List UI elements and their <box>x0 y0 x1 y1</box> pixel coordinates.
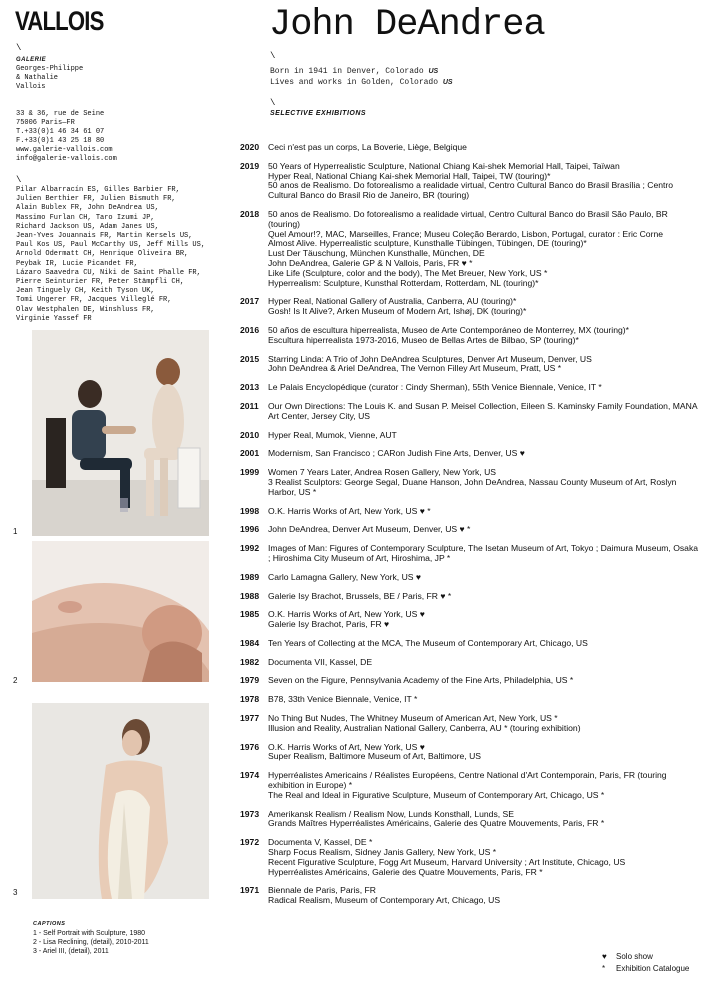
exhibition-entry: John DeAndrea, Galerie GP & N Vallois, Paris, FR ♥ * <box>268 257 473 268</box>
artist-list-line: Tomi Ungerer FR, Jacques Villeglé FR, <box>16 296 172 305</box>
exhibition-year: 2016 <box>240 324 260 335</box>
exhibition-year: 1998 <box>240 505 260 516</box>
gallery-info <box>16 56 216 164</box>
exhibition-entry: O.K. Harris Works of Art, New York, US ♥ <box>268 741 425 752</box>
exhibition-year: 1996 <box>240 524 260 535</box>
lives-text: Lives and works in Golden, Colorado <box>270 78 439 87</box>
exhibition-year: 2011 <box>240 400 259 411</box>
divider-mark: \ <box>270 98 276 108</box>
exhibition-row <box>240 162 700 201</box>
lives-country-code: US <box>442 79 453 86</box>
exhibition-entry: Biennale de Paris, Paris, FR <box>268 885 376 896</box>
exhibition-entry: O.K. Harris Works of Art, New York, US ♥ * <box>268 505 431 516</box>
exhibition-entry: Lust Der Täuschung, München Kunsthalle, München, DE <box>268 248 485 259</box>
caption-item: 1 - Self Portrait with Sculpture, 1980 <box>33 930 146 937</box>
photo-ariel-iii <box>32 703 209 899</box>
address-street: 33 & 36, rue de Seine <box>16 110 105 118</box>
exhibition-entry: No Thing But Nudes, The Whitney Museum of American Art, New York, US * <box>268 713 558 724</box>
exhibition-year: 1976 <box>240 741 260 752</box>
exhibition-entry: Images of Man: Figures of Contemporary Sculpture, The Isetan Museum of Art, Tokyo ; Daimura Museum, Osaka ; Hiroshima City Museum of Art, Hiroshima, JP * <box>268 543 699 563</box>
exhibition-entry: Recent Figurative Sculpture, Fogg Art Museum, Harvard University ; Art Institute, Chicago, US <box>268 856 626 867</box>
artist-list-line: Pierre Seinturier FR, Peter Stämpfli CH, <box>16 278 185 287</box>
artist-list-line: Olav Westphalen DE, Winshluss FR, <box>16 305 155 314</box>
caption-item: 3 - Ariel III, (detail), 2011 <box>33 948 109 955</box>
exhibition-year: 1978 <box>240 694 260 705</box>
exhibition-entry: The Real and Ideal in Figurative Sculpture, Museum of Contemporary Art, Chicago, US * <box>268 789 605 800</box>
artist-list-line: Paul Kos US, Paul McCarthy US, Jeff Mills US, <box>16 241 206 250</box>
artist-list-line: Peybak IR, Lucie Picandet FR, <box>16 259 138 268</box>
section-title: SELECTIVE EXHIBITIONS <box>270 110 367 117</box>
artist-list-line: Arnold Odermatt CH, Henrique Oliveira BR, <box>16 250 189 259</box>
exhibition-entry: Amerikansk Realism / Realism Now, Lunds Konsthall, Lunds, SE <box>268 808 514 819</box>
exhibition-entry: Our Own Directions: The Louis K. and Susan P. Meisel Collection, Eileen S. Kaminsky Family Foundation, MANA Art Center, Jersey City, US <box>268 400 698 421</box>
photo-self-portrait <box>32 330 209 536</box>
exhibition-year: 1971 <box>240 885 260 896</box>
fax: F.+33(0)1 43 25 18 80 <box>16 137 105 145</box>
address-city: 75006 Paris—FR <box>16 119 75 127</box>
exhibition-entry: Quel Amour!?, MAC, Marseilles, France; Museu Coleção Berardo, Lisbon, Portugal, curator : Eric Corne <box>268 228 664 239</box>
exhibition-entry: Hyperréalistes Americains / Réalistes Européens, Centre National d'Art Contemporain, Paris, FR (touring exhibition in Europe) * <box>268 770 667 791</box>
exhibition-year: 2013 <box>240 382 260 393</box>
exhibition-entry: 50 Years of Hyperrealistic Sculpture, National Chiang Kai-shek Memorial Hall, Taipei, Taïwan <box>268 160 620 171</box>
exhibition-row <box>240 639 700 649</box>
captions-title: CAPTIONS <box>33 921 66 927</box>
exhibition-entry: Ceci n'est pas un corps, La Boverie, Liège, Belgique <box>268 142 467 152</box>
exhibition-row <box>240 886 700 906</box>
born-country-code: US <box>428 68 439 75</box>
divider-mark: \ <box>16 175 22 185</box>
gallery-owner-line: & Nathalie <box>16 74 59 82</box>
exhibition-year: 1979 <box>240 675 260 686</box>
email-link[interactable]: info@galerie-vallois.com <box>16 155 117 163</box>
divider-mark: \ <box>16 43 22 53</box>
exhibition-year: 1985 <box>240 609 260 620</box>
exhibition-year: 2001 <box>240 448 260 459</box>
exhibition-year: 1977 <box>240 713 260 724</box>
exhibition-entry: Escultura hiperrealista 1973-2016, Museo de Bellas Artes de Bilbao, SP (touring)* <box>268 334 579 345</box>
exhibition-entry: Women 7 Years Later, Andrea Rosen Gallery, New York, US <box>268 467 497 478</box>
exhibition-year: 1989 <box>240 571 260 582</box>
exhibition-row <box>240 658 700 668</box>
exhibition-entry: John DeAndrea & Ariel DeAndrea, The Vernon Filley Art Museum, Pratt, US * <box>268 363 562 374</box>
legend-solo-label: Solo show <box>616 952 653 961</box>
exhibition-row <box>240 544 700 564</box>
exhibition-entry: Gosh! Is It Alive?, Arken Museum of Modern Art, Ishøj, DK (touring)* <box>268 306 527 317</box>
gallery-owner-line: Vallois <box>16 83 46 91</box>
artist-list-line: Virginie Yassef FR <box>16 314 92 323</box>
exhibition-year: 2018 <box>240 208 260 219</box>
exhibition-year: 1984 <box>240 637 260 648</box>
gallery-logo: VALLOIS <box>15 6 104 36</box>
exhibition-row <box>240 449 700 459</box>
exhibition-row <box>240 610 700 630</box>
exhibition-entry: Hyper Real, National Chiang Kai-shek Memorial Hall, Taipei, TW (touring)* <box>268 170 551 181</box>
captions-block <box>33 920 149 956</box>
exhibition-row <box>240 592 700 602</box>
exhibition-year: 1999 <box>240 467 260 478</box>
exhibition-row <box>240 431 700 441</box>
photo-number: 1 <box>13 527 18 536</box>
exhibition-year: 1973 <box>240 808 260 819</box>
exhibition-entry: 50 anos de Realismo. Do fotorealismo a realidade virtual, Centro Cultural Banco do Brasil Brasília ; Centro Cultural Banco do Brasil Rio de Janeiro, BR (touring) <box>268 180 674 201</box>
gallery-label: GALERIE <box>16 57 47 63</box>
exhibition-row <box>240 355 700 375</box>
divider-mark: \ <box>270 51 276 61</box>
artist-list-line: Massimo Furlan CH, Taro Izumi JP, <box>16 213 155 222</box>
artist-list-line: Pilar Albarracín ES, Gilles Barbier FR, <box>16 186 180 194</box>
exhibition-year: 1974 <box>240 770 260 781</box>
exhibition-entry: Sharp Focus Realism, Sidney Janis Gallery, New York, US * <box>268 847 497 858</box>
exhibition-entry: 50 años de escultura hiperrealista, Museo de Arte Contemporáneo de Monterrey, MX (touring)* <box>268 324 629 335</box>
exhibition-year: 1992 <box>240 543 260 554</box>
exhibition-entry: Galerie Isy Brachot, Paris, FR ♥ <box>268 619 390 630</box>
exhibition-year: 2017 <box>240 296 260 307</box>
artist-list-line: Jean-Yves Jouannais FR, Martin Kersels US, <box>16 232 193 241</box>
exhibition-entry: Super Realism, Baltimore Museum of Art, Baltimore, US <box>268 751 482 762</box>
artist-list-line: Richard Jackson US, Adam Janes US, <box>16 222 159 231</box>
exhibition-entry: Hyper Real, National Gallery of Australia, Canberra, AU (touring)* <box>268 296 517 307</box>
exhibition-year: 2020 <box>240 142 260 152</box>
exhibition-entry: 3 Realist Sculptors: George Segal, Duane Hanson, John DeAndrea, Nassau County Museum of Art, Roslyn Harbor, US * <box>268 476 677 497</box>
exhibition-entry: Documenta V, Kassel, DE * <box>268 837 373 848</box>
artist-list-line: Jean Tinguely CH, Keith Tyson UK, <box>16 287 155 296</box>
exhibition-entry: Like Life (Sculpture, color and the body), The Met Breuer, New York, US * <box>268 267 548 278</box>
photo-number: 3 <box>13 888 18 897</box>
photo-lisa-reclining <box>32 541 209 682</box>
exhibition-entry: Carlo Lamagna Gallery, New York, US ♥ <box>268 571 422 582</box>
exhibition-entry: John DeAndrea, Denver Art Museum, Denver, US ♥ * <box>268 524 471 535</box>
exhibition-year: 2010 <box>240 429 260 440</box>
artist-list-line: Lázaro Saavedra CU, Niki de Saint Phalle FR, <box>16 268 201 277</box>
exhibition-entry: Modernism, San Francisco ; CARon Judish Fine Arts, Denver, US ♥ <box>268 448 525 459</box>
exhibition-row <box>240 297 700 317</box>
exhibition-year: 2015 <box>240 353 260 364</box>
exhibition-entry: O.K. Harris Works of Art, New York, US ♥ <box>268 609 425 620</box>
gallery-owner-line: Georges-Philippe <box>16 65 84 73</box>
exhibition-row <box>240 326 700 346</box>
exhibition-entry: Almost Alive. Hyperrealistic sculpture, Kunsthalle Tübingen, Tübingen, DE (touring)* <box>268 238 587 249</box>
exhibition-row <box>240 210 700 288</box>
exhibition-year: 2019 <box>240 160 260 171</box>
born-text: Born in 1941 in Denver, Colorado <box>270 67 424 76</box>
exhibition-entry: Grands Maîtres Hyperréalistes Américains, Galerie des Quatre Mouvements, Paris, FR * <box>268 818 605 829</box>
artist-list-line: Julien Berthier FR, Julien Bismuth FR, <box>16 195 176 204</box>
exhibition-entry: Radical Realism, Museum of Contemporary Art, Chicago, US <box>268 895 501 906</box>
legend <box>602 951 689 975</box>
exhibition-entry: B78, 33th Venice Biennale, Venice, IT * <box>268 694 418 705</box>
exhibition-row <box>240 383 700 393</box>
exhibition-row <box>240 143 700 153</box>
exhibition-row <box>240 507 700 517</box>
exhibition-entry: Documenta VII, Kassel, DE <box>268 656 373 667</box>
exhibition-entry: Galerie Isy Brachot, Brussels, BE / Paris, FR ♥ * <box>268 590 452 601</box>
exhibition-year: 1982 <box>240 656 260 667</box>
exhibition-entry: 50 anos de Realismo. Do fotorealismo a realidade virtual, Centro Cultural Banco do Brasil São Paulo, BR (touring) <box>268 208 668 229</box>
caption-item: 2 - Lisa Reclining, (detail), 2010-2011 <box>33 939 149 946</box>
exhibition-row <box>240 810 700 830</box>
exhibition-year: 1972 <box>240 837 260 848</box>
exhibition-row <box>240 468 700 497</box>
artist-list <box>16 186 226 324</box>
solo-show-icon: ♥ <box>602 952 607 961</box>
exhibition-entry: Seven on the Figure, Pennsylvania Academy of the Fine Arts, Philadelphia, US * <box>268 675 574 686</box>
exhibition-entry: Starring Linda: A Trio of John DeAndrea Sculptures, Denver Art Museum, Denver, US <box>268 353 592 364</box>
exhibition-row <box>240 695 700 705</box>
artist-bio <box>270 66 453 88</box>
exhibition-row <box>240 771 700 800</box>
exhibition-entry: Hyperrealism: Sculpture, Kunsthal Rotterdam, Rotterdam, NL (touring)* <box>268 277 539 288</box>
exhibition-row <box>240 714 700 734</box>
photo-number: 2 <box>13 676 18 685</box>
exhibition-row <box>240 402 700 422</box>
exhibition-row <box>240 743 700 763</box>
phone: T.+33(0)1 46 34 61 07 <box>16 128 105 136</box>
legend-catalogue-label: Exhibition Catalogue <box>616 964 690 973</box>
exhibition-entry: Illusion and Reality, Australian National Gallery, Canberra, AU * (touring exhibition) <box>268 722 581 733</box>
artist-list-line: Alain Bublex FR, John DeAndrea US, <box>16 204 159 213</box>
exhibition-list <box>240 143 700 915</box>
exhibition-row <box>240 573 700 583</box>
website-link[interactable]: www.galerie-vallois.com <box>16 146 113 154</box>
exhibition-entry: Ten Years of Collecting at the MCA, The Museum of Contemporary Art, Chicago, US <box>268 637 588 648</box>
exhibition-entry: Hyper Real, Mumok, Vienne, AUT <box>268 429 397 440</box>
exhibition-year: 1988 <box>240 590 260 601</box>
exhibition-entry: Le Palais Encyclopédique (curator : Cindy Sherman), 55th Venice Biennale, Venice, IT * <box>268 382 602 393</box>
exhibition-row <box>240 838 700 877</box>
exhibition-row <box>240 525 700 535</box>
catalogue-icon: * <box>602 964 606 973</box>
artist-name-title: John DeAndrea <box>269 4 545 46</box>
exhibition-entry: Hyperréalistes Américains, Galerie des Quatre Mouvements, Paris, FR * <box>268 866 543 877</box>
exhibition-row <box>240 676 700 686</box>
